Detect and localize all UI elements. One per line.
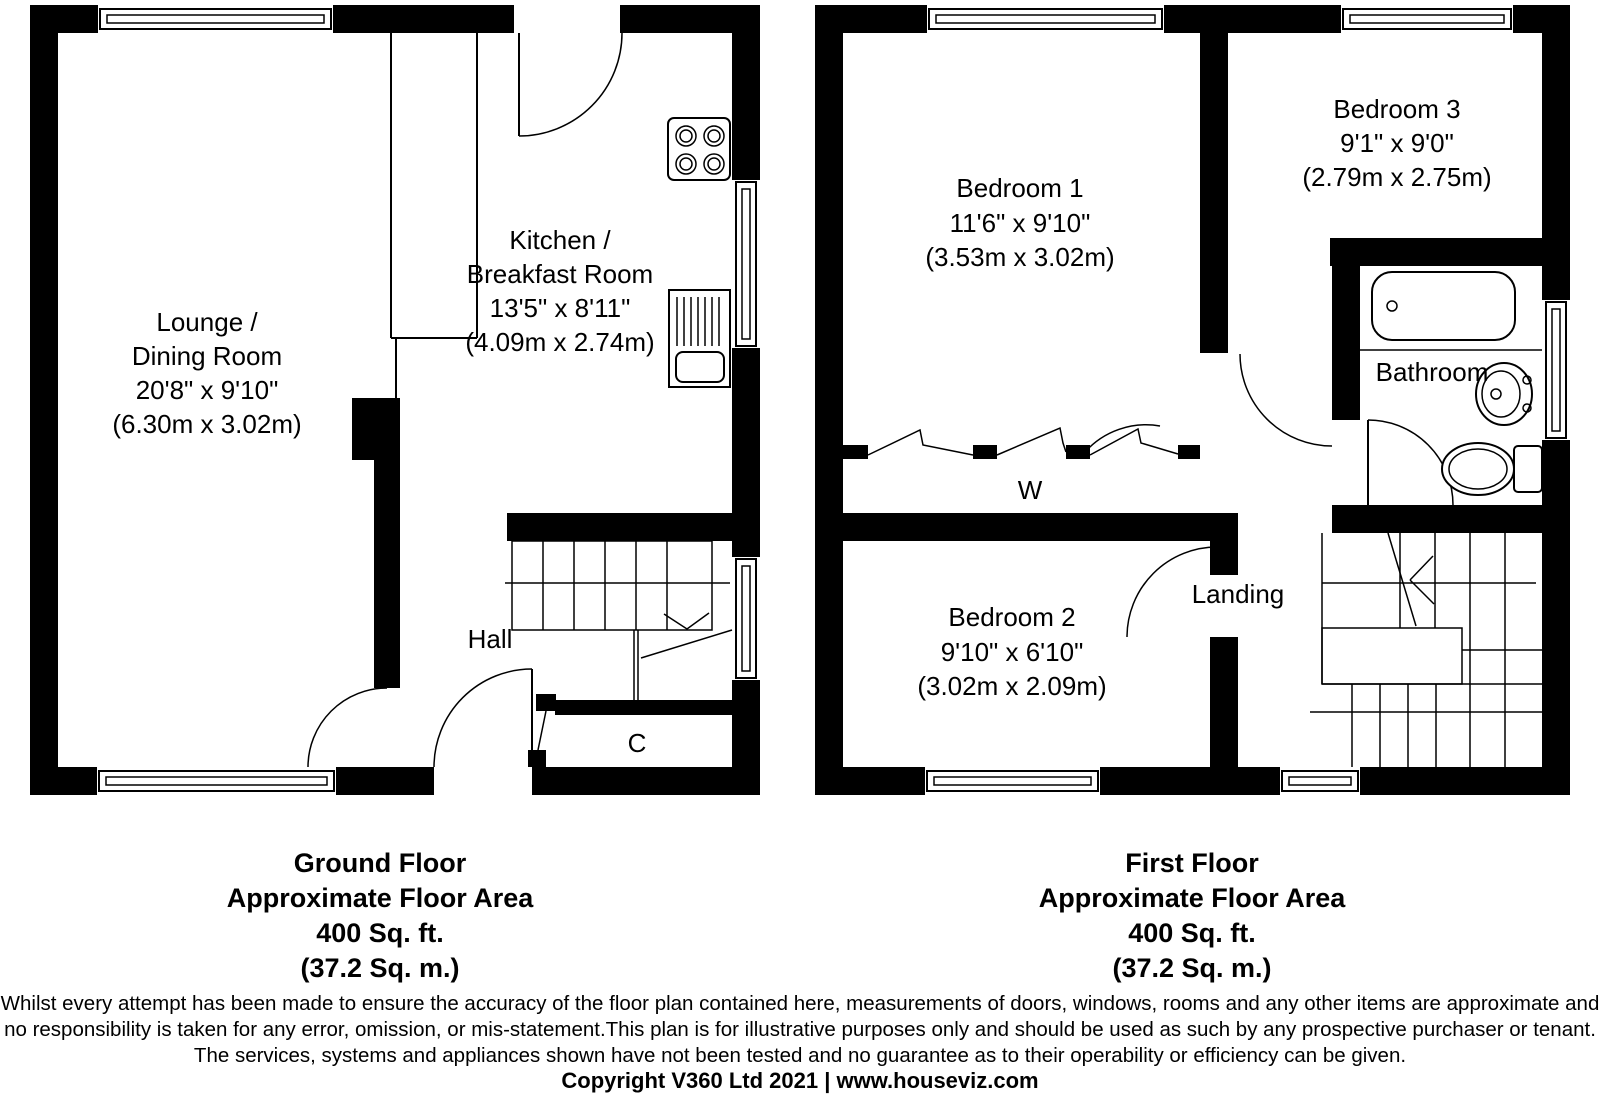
lounge-door: [308, 688, 387, 767]
lounge-window-bottom: [97, 767, 336, 795]
first-caption-area: Approximate Floor Area: [1038, 883, 1346, 913]
lounge-label-2: Dining Room: [131, 341, 283, 371]
first-caption-sqft: 400 Sq. ft.: [1128, 918, 1256, 948]
first-stairs: [1310, 533, 1542, 767]
disclaimer: [1, 992, 1600, 1093]
cupboard-label: C: [627, 728, 647, 758]
first-caption-sqm: (37.2 Sq. m.): [1112, 953, 1272, 983]
landing-label: Landing: [1191, 579, 1285, 609]
stove-icon: [668, 118, 730, 180]
kitchen-label-2: Breakfast Room: [466, 259, 654, 289]
ground-caption-sqm: (37.2 Sq. m.): [300, 953, 460, 983]
bedroom3-label: Bedroom 3: [1333, 94, 1461, 124]
bedroom2-dims-ft: 9'10" x 6'10": [940, 637, 1084, 667]
disclaimer-line-3: The services, systems and appliances shown have not been tested and no guarantee as to their operability or efficiency can be given.: [193, 1044, 1407, 1067]
ground-floor-plan: [30, 5, 760, 983]
ground-caption-sqft: 400 Sq. ft.: [316, 918, 444, 948]
disclaimer-line-1: Whilst every attempt has been made to ensure the accuracy of the floor plan contained here, measurements of doors, windows, rooms and any other items are approximate and: [0, 992, 1600, 1015]
kitchen-label: Kitchen /: [509, 225, 611, 255]
hall-window: [732, 557, 760, 680]
kitchen-dims-ft: 13'5" x 8'11": [489, 293, 631, 323]
bedroom1-window: [927, 5, 1164, 33]
bedroom3-door: [1240, 354, 1332, 446]
bedroom1-label: Bedroom 1: [956, 173, 1084, 203]
bedroom2-window: [925, 767, 1100, 795]
lounge-dims-m: (6.30m x 3.02m): [112, 409, 302, 439]
bedroom2-label: Bedroom 2: [948, 602, 1076, 632]
bedroom3-window: [1341, 5, 1513, 33]
lounge-label: Lounge /: [156, 307, 258, 337]
kitchen-dims-m: (4.09m x 2.74m): [465, 327, 655, 357]
bedroom3-dims-ft: 9'1" x 9'0": [1340, 128, 1454, 158]
bedroom1-dims-ft: 11'6" x 9'10": [949, 208, 1091, 238]
disclaimer-line-2: no responsibility is taken for any error, omission, or mis-statement.This plan is for illustrative purposes only and should be used as such by any prospective purchaser or tenant.: [4, 1018, 1596, 1041]
bedroom3-dims-m: (2.79m x 2.75m): [1302, 162, 1492, 192]
kitchen-window: [732, 180, 760, 348]
back-door: [519, 33, 622, 136]
bedroom1-dims-m: (3.53m x 3.02m): [925, 242, 1115, 272]
bathtub-icon: [1360, 272, 1542, 350]
stairs-window: [1280, 767, 1360, 795]
bathroom-window: [1542, 300, 1570, 440]
first-floor-plan: [815, 5, 1570, 983]
sink-icon: [669, 290, 730, 387]
ground-stairs: [505, 541, 732, 700]
stairs-up-arrow: [1388, 533, 1416, 626]
stairs-down-arrow: [664, 613, 709, 629]
bedroom2-dims-m: (3.02m x 2.09m): [917, 671, 1107, 701]
lounge-window-top: [98, 5, 333, 33]
toilet-icon: [1442, 443, 1542, 495]
copyright-line: Copyright V360 Ltd 2021 | www.houseviz.com: [561, 1068, 1039, 1093]
bathroom-label: Bathroom: [1375, 357, 1489, 387]
hall-label: Hall: [467, 624, 513, 654]
bedroom1-door: [1085, 425, 1160, 452]
first-caption-title: First Floor: [1125, 848, 1259, 878]
wardrobe-bifold-doors: [868, 428, 1178, 455]
ground-caption-title: Ground Floor: [293, 848, 467, 878]
front-door: [434, 669, 532, 767]
wardrobe-label: W: [1017, 475, 1043, 505]
ground-caption-area: Approximate Floor Area: [226, 883, 534, 913]
lounge-dims-ft: 20'8" x 9'10": [135, 375, 279, 405]
bathroom-door: [1368, 420, 1453, 505]
